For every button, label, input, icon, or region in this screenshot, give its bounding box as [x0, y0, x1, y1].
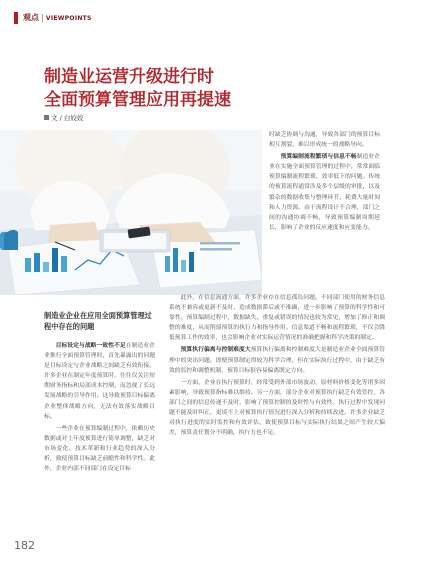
byline — [44, 113, 83, 122]
paragraph: 目标设定与战略一致性不足在制造业企业推行全面预算管理时，首先暴露出的问题是目标设定与企业战略之间缺乏有效衔接。许多企业在制定年度预算时，往往仅关注短期财务指标和局部成本控制，而忽视了长远发展战略的引导作用。这导致预算目标偏离企业整体战略方向，无法有效落实战略目标。 — [44, 343, 155, 420]
left-column — [44, 310, 155, 476]
section-en: VIEWPOINTS — [45, 15, 92, 22]
title-line-1: 制造业运营升级进行时 — [44, 67, 214, 87]
paragraph: 预算编制流程繁琐与信息不畅制造业企业在实施全面预算管理的过程中，常常面临预算编制流程繁琐、效率低下的问题。传统的预算流程通常涉及多个层级的审批，以及繁杂的数据收集与整理环节，耗费大量时间和人力资源。由于流程设计不合理，部门之间的沟通协调不畅，导致预算编制周期延长，影响了企业的反应速度和应变能力。 — [269, 154, 380, 231]
section-separator: | — [41, 13, 44, 22]
paragraph: 预算执行偏离与控制难度大预算执行偏离和控制难度大是制造业企业全面预算管理中的突出问题。即便预算制定得较为科学合理，但在实际执行过程中，由于缺乏有效的监控和调整机制，预算目标很容易偏离既定方向。 — [169, 347, 385, 374]
paragraph-lead: 目标设定与战略一致性不足 — [55, 343, 126, 349]
paragraph: 一方面，企业在执行预算时，经常受到外部市场波动、原材料价格变化等诸多因素影响，导致预算指标难以维持。另一方面，部分企业对预算执行缺乏有效管控，各部门之间的信息传递不及时，影响了预算控制的及时性与有效性。执行过程中发现问题不能及时纠正，更谈不上对预算执行情况进行深入分析和持续改进。许多企业缺乏对执行进度的实时监控和有效评估，致使预算目标与实际执行结果之间产生较大偏差，预算责任划分不明确，执行力也不足。 — [169, 379, 385, 437]
paragraph: 一些企业在预算编制过程中，依赖历史数据或对上年度预算进行简单调整，缺乏对市场变化、技术革新和行业趋势的深入分析，致使预算目标缺乏前瞻性和科学性。此外，企业内部不同部门在设定目标 — [44, 425, 155, 473]
right-column — [269, 130, 380, 235]
page-number: 182 — [14, 539, 35, 552]
photo-budget-meeting — [0, 130, 262, 295]
section-cn: 观点 — [23, 13, 39, 22]
paragraph-lead: 预算编制流程繁琐与信息不畅 — [280, 154, 357, 161]
author: 文 / 白姣姣 — [51, 114, 84, 122]
paragraph: 时缺乏协调与沟通，导致各部门的预算目标相互割裂，难以形成统一的战略导向。 — [269, 132, 380, 149]
paragraph: 此外，在信息流通方面，许多企业存在信息孤岛问题。不同部门使用的财务信息系统不兼容或更新不及时，造成数据滞后或不准确，进一步影响了预算的科学性和可靠性。预算编制过程中，数据缺失、重复或错误的情况也较为常见，增加了修正和调整的难度，从而削弱预算的执行力和指导作用。信息渠道不畅和流程繁琐，不仅会降低预算工作的效率，也会影响企业对实际运营情况的准确把握和科学决策的制定。 — [169, 295, 385, 342]
paragraph-lead: 预算执行偏离与控制难度大 — [180, 347, 251, 354]
title-line-2: 全面预算管理应用再提速 — [44, 90, 231, 110]
section-marker — [14, 12, 18, 24]
section-label — [23, 12, 92, 25]
section-subheading: 制造业企业在应用全面预算管理过程中存在的问题 — [44, 311, 152, 331]
article-title — [44, 66, 231, 112]
bullet-square-icon — [44, 115, 49, 120]
wide-column — [169, 293, 385, 440]
